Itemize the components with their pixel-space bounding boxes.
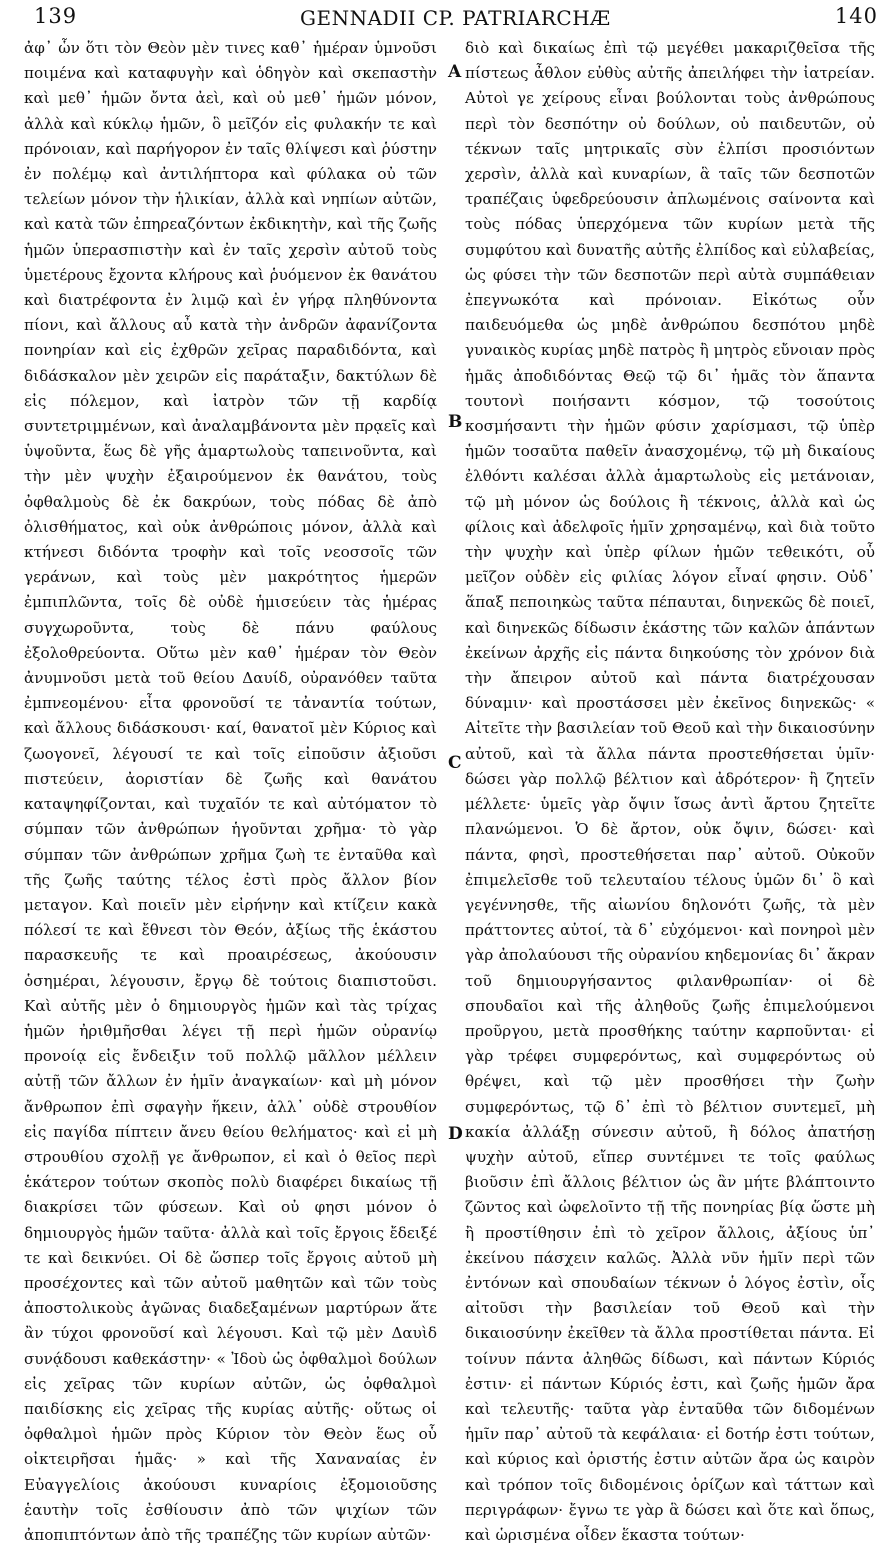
right-text-column: [465, 36, 875, 1544]
section-marker-c: C: [448, 753, 462, 773]
page-number-right: 140: [834, 4, 878, 28]
section-marker-d: D: [448, 1124, 463, 1144]
left-text-column: [24, 36, 437, 1544]
page-number-left: 139: [34, 4, 78, 28]
section-marker-b: B: [448, 412, 463, 432]
running-title: GENNADII CP. PATRIARCHÆ: [300, 6, 611, 30]
section-marker-a: A: [448, 62, 462, 82]
right-column-text: διὸ καὶ δικαίως ἐπὶ τῷ μεγέθει μακαριζθεῖσα τῆς πίστεως ἆθλον εὐθὺς αὐτῆς ἀπειλήφει τὴν ἰατρείαν. Αὐτοὶ γε χείρους εἶναι βούλονται τοὺς ἀνθρώπους περὶ τὸν δεσπότην οὐ δούλων, οὐ παιδευτῶν, οὐ τέκνων ταῖς μητρικαῖς σὺν ἐλπίσι προσιόντων χερσὶν, ἀλλὰ καὶ κυναρίων, ἃ ταῖς τῶν δεσποτῶν τραπέζαις ὑφεδρεύουσιν ἀπλωμένοις σαίνοντα καὶ τοὺς πόδας ὑπερχόμενα τῶν κυρίων μετὰ τῆς συμφύτου καὶ δυνατῆς αὐτῆς ἐλπίδος καὶ εὐλαβείας, ὡς φύσει τὴν τῶν δεσποτῶν περὶ αὐτὰ συμπάθειαν ἐπεγνωκότα καὶ πρόνοιαν. Εἰκότως οὖν παιδευόμεθα ὡς μηδὲ ἀνθρώπου δεσπότου μηδὲ γυναικὸς κυρίας μηδὲ πατρὸς ἢ μητρὸς εὔνοιαν πρὸς ἡμᾶς ἀποδιδόντας Θεῷ τῷ δι᾽ ἡμᾶς τὸν ἅπαντα τουτονὶ ποιήσαντι κόσμον, τῷ τοσούτοις κοσμήσαντι τὴν ἡμῶν φύσιν χαρίσμασι, τῷ ὑπὲρ ἡμῶν τοσαῦτα παθεῖν ἀνασχομένῳ, τῷ μὴ δικαίους ἐλθόντι καλέσαι ἀλλὰ ἁμαρτωλοὺς εἰς μετάνοιαν, τῷ μὴ μόνον ὡς δούλοις ἢ τέκνοις, ἀλλὰ καὶ ὡς φίλοις καὶ ἀδελφοῖς ἡμῖν χρησαμένῳ, καὶ διὰ τοῦτο τὴν ψυχὴν καὶ ὑπὲρ φίλων ἡμῶν τεθεικότι, οὗ μεῖζον οὐδὲν εἰς φιλίας λόγον εἶναί φησιν. Οὐδ᾽ ἅπαξ πεποιηκὼς ταῦτα πέπαυται, διηνεκῶς δὲ ποιεῖ, καὶ διηνεκῶς δίδωσιν ἑκάστης τῶν καλῶν ἁπάντων ἐκείνων ἀρχῆς εἰς πάντα διηκούσης τὸν χρόνον διὰ τὴν ἄπειρον αὐτοῦ καὶ πάντα διατρέχουσαν δύναμιν· καὶ προστάσσει μὲν ἐκεῖνος διηνεκῶς· « Αἰτεῖτε τὴν βασιλείαν τοῦ Θεοῦ καὶ τὴν δικαιοσύνην αὐτοῦ, καὶ τὰ ἄλλα πάντα προστεθήσεται ὑμῖν· δώσει γὰρ πολλῷ βέλτιον καὶ ἀδρότερον· ἢ ζητεῖν μέλλετε· ὑμεῖς γὰρ ὄψιν ἴσως ἀντὶ ἄρτου ζητεῖτε πλανώμενοι. Ὁ δὲ ἄρτον, οὐκ ὄψιν, δώσει· καὶ πάντα, φησὶ, προστεθήσεται παρ᾽ αὐτοῦ. Οὐκοῦν ἐπιμελεῖσθε τοῦ τελευταίου τέλους ὑμῶν δι᾽ ὃ καὶ γεγέννησθε, τῆς αἰωνίου δηλονότι ζωῆς, τὰ μὲν πράττοντες αὐτοί, τὰ δ᾽ εὐχόμενοι· καὶ πονηροὶ μὲν γὰρ ἀπολαύουσι τῆς οὐρανίου κηδεμονίας δι᾽ ἄκραν τοῦ δημιουργήσαντος φιλανθρωπίαν· οἱ δὲ σπουδαῖοι καὶ τῆς ἀληθοῦς ζωῆς ἐπιμελούμενοι προῦργου, μετὰ προσθήκης ταύτην καρποῦνται· εἰ γὰρ τρέφει συμφερόντως, καὶ συμφερόντως οὐ θρέψει, καὶ τῷ μὲν προσθήσει τὴν ζωὴν συμφερόντως, τῷ δ᾽ ἐπὶ τὸ βέλτιον συντεμεῖ, μὴ κακία ἀλλάξῃ σύνεσιν αὐτοῦ, ἢ δόλος ἀπατήσῃ ψυχὴν αὐτοῦ, εἴπερ συντέμνει τε τοῖς φαύλως βιοῦσιν ἐπὶ ἄλλοις βέλτιον ὡς ἂν μήτε βλάπτοιντο ζῶντος καὶ ὠφελοῖντο τῇ τῆς πονηρίας βίᾳ ὥστε μὴ ἢ προστίθησιν ἐπὶ τὸ χεῖρον ἄλλοις, ἀξίους ὑπ᾽ ἐκείνου πάσχειν καλῶς. Ἀλλὰ νῦν ἡμῖν περὶ τῶν ἐντόνων καὶ σπουδαίων τέκνων ὁ λόγος ἐστὶν, οἷς αἰτοῦσι τὴν βασιλείαν τοῦ Θεοῦ καὶ τὴν δικαιοσύνην ἐκεῖθεν τὰ ἄλλα προστίθεται πάντα. Εἰ τοίνυν πάντα ἀληθῶς δίδωσι, καὶ πάντων Κύριός ἐστιν· εἰ πάντων Κύριός ἐστι, καὶ ζωῆς ἡμῶν ἄρα καὶ τελευτῆς· ταῦτα γὰρ ἐνταῦθα τῶν διδομένων ἡμῖν παρ᾽ αὐτοῦ τὰ κεφάλαια· εἰ δοτήρ ἐστι τούτων, καὶ κύριος καὶ ὁριστής ἐστιν αὐτῶν ἄρα ὡς καιρὸν καὶ τρόπον τοῖς διδομένοις ὁρίζων καὶ τάττων καὶ περιγράφων· ἔγνω τε γὰρ ἃ δώσει καὶ ὅτε καὶ ὅπως, καὶ ὡρισμένα οἶδεν ἕκαστα τούτων·: [465, 39, 875, 1544]
left-column-text: ἀφ᾽ ὧν ὅτι τὸν Θεὸν μὲν τινες καθ᾽ ἡμέραν ὑμνοῦσι ποιμένα καὶ καταφυγὴν καὶ ὁδηγὸν καὶ σκεπαστὴν καὶ μεθ᾽ ἡμῶν ὄντα ἀεὶ, καὶ οὐ μεθ᾽ ἡμῶν μόνον, ἀλλὰ καὶ κύκλῳ ἡμῶν, ὃ μεῖζόν εἰς φυλακήν τε καὶ πρόνοιαν, καὶ παρήγορον ἐν ταῖς θλίψεσι καὶ ῥύστην ἐν πολέμῳ καὶ ἀντιλήπτορα καὶ φύλακα οὐ τῶν τελείων μόνον τὴν ἡλικίαν, ἀλλὰ καὶ νηπίων αὐτῶν, καὶ κατὰ τῶν ἐπηρεαζόντων ἐκδικητὴν, καὶ τῆς ζωῆς ἡμῶν ὑπερασπιστὴν καὶ ἐν ταῖς χερσὶν αὐτοῦ τοὺς ὑμετέρους ἔχοντα κλήρους καὶ ῥυόμενον ἐκ θανάτου καὶ διατρέφοντα ἐν λιμῷ καὶ ἐν γήρᾳ πληθύνοντα πίονι, καὶ ἄλλους αὖ κατὰ τὴν ἀνδρῶν ἀφανίζοντα πονηρίαν καὶ εἰς ἐχθρῶν χεῖρας παραδιδόντα, καὶ διδάσκαλον μὲν χειρῶν εἰς παράταξιν, δακτύλων δὲ εἰς πόλεμον, καὶ ἰατρὸν τῶν τῇ καρδίᾳ συντετριμμένων, καὶ ἀναλαμβάνοντα μὲν πρᾳεῖς καὶ ὑψοῦντα, ἕως δὲ γῆς ἁμαρτωλοὺς ταπεινοῦντα, καὶ τὴν μὲν ψυχὴν ἐξαιρούμενον ἐκ θανάτου, τοὺς ὀφθαλμοὺς δὲ ἐκ δακρύων, τοὺς πόδας δὲ ἀπὸ ὀλισθήματος, καὶ οὐκ ἀνθρώποις μόνον, ἀλλὰ καὶ κτήνεσι διδόντα τροφὴν καὶ τοῖς νεοσσοῖς τῶν γεράνων, καὶ τοὺς μὲν μακρότητος ἡμερῶν ἐμπιπλῶντα, τοῖς δὲ οὐδὲ ἡμισεύειν τὰς ἡμέρας συγχωροῦντα, τοὺς δὲ πάνυ φαύλους ἐξολοθρεύοντα. Οὕτω μὲν καθ᾽ ἡμέραν τὸν Θεὸν ἀνυμνοῦσι μετὰ τοῦ θείου Δαυίδ, οὐρανόθεν ταῦτα ἐμπνεομένου· εἶτα φρονοῦσί τε τἀναντία τούτων, καὶ ἄλλους διδάσκουσι· καί, θανατοῖ μὲν Κύριος καὶ ζωογονεῖ, λέγουσί τε καὶ τοῖς εἰποῦσιν ἀξιοῦσι πιστεύειν, ἀοριστίαν δὲ ζωῆς καὶ θανάτου καταψηφίζονται, καὶ τυχαῖόν τε καὶ αὐτόματον τὸ σύμπαν τῶν ἀνθρώπων ἡγοῦνται χρῆμα· τὸ γὰρ σύμπαν τῶν ἀνθρώπων χρῆμα ζωὴ τε ἐνταῦθα καὶ τῆς ζωῆς ταύτης τέλος ἐστὶ πρὸς ἄλλον βίον μεταγον. Καὶ ποιεῖν μὲν εἰρήνην καὶ κτίζειν κακὰ πόλεσί τε καὶ ἔθνεσι τὸν Θεόν, ἀξίως τῆς ἑκάστου παρασκευῆς τε καὶ προαιρέσεως, ἀκούουσιν ὁσημέραι, λέγουσιν, ἔργῳ δὲ τούτοις διαπιστοῦσι. Καὶ αὐτῆς μὲν ὁ δημιουργὸς ἡμῶν καὶ τὰς τρίχας ἡμῶν ἠριθμῆσθαι λέγει τῇ περὶ ἡμῶν οὐρανίῳ προνοίᾳ εἰς ἔνδειξιν τοῦ πολλῷ μᾶλλον μέλλειν αὐτῇ τῶν ἄλλων ἐν ἡμῖν ἀναγκαίων· καὶ μὴ μόνον ἄνθρωπον ἐπὶ σφαγὴν ἥκειν, ἀλλ᾽ οὐδὲ στρουθίον εἰς παγίδα πίπτειν ἄνευ θείου θελήματος· καὶ εἰ μὴ στρουθίου σχολῇ γε ἄνθρωπον, εἰ καὶ ὁ θεῖος περὶ ἑκάτερον τούτων σκοπὸς πολὺ διαφέρει δικαίως τῇ διακρίσει τῶν φύσεων. Καὶ οὐ φησι μόνον ὁ δημιουργὸς ἡμῶν ταῦτα· ἀλλὰ καὶ τοῖς ἔργοις ἔδειξέ τε καὶ δεικνύει. Οἱ δὲ ὥσπερ τοῖς ἔργοις αὐτοῦ μὴ προσέχοντες καὶ τῶν αὐτοῦ μαθητῶν καὶ τῶν τοὺς ἀποστολικοὺς ἀγῶνας διαδεξαμένων μαρτύρων ἅτε ἂν τύχοι φρονοῦσί καὶ λέγουσι. Καὶ τῷ μὲν Δαυὶδ συνᾴδουσι καθεκάστην· « Ἰδοὺ ὡς ὀφθαλμοὶ δούλων εἰς χεῖρας τῶν κυρίων αὐτῶν, ὡς ὀφθαλμοὶ παιδίσκης εἰς χεῖρας τῆς κυρίας αὐτῆς· οὕτως οἱ ὀφθαλμοὶ ἡμῶν πρὸς Κύριον τὸν Θεὸν ἕως οὗ οἰκτειρῆσαι ἡμᾶς· » καὶ τῆς Χαναναίας ἐν Εὐαγγελίοις ἀκούουσι κυναρίοις ἐξομοιοῦσης ἑαυτὴν τοῖς ἐσθίουσιν ἀπὸ τῶν ψιχίων τῶν ἀποπιπτόντων ἀπὸ τῆς τραπέζης τῶν κυρίων αὐτῶν·: [24, 39, 437, 1544]
